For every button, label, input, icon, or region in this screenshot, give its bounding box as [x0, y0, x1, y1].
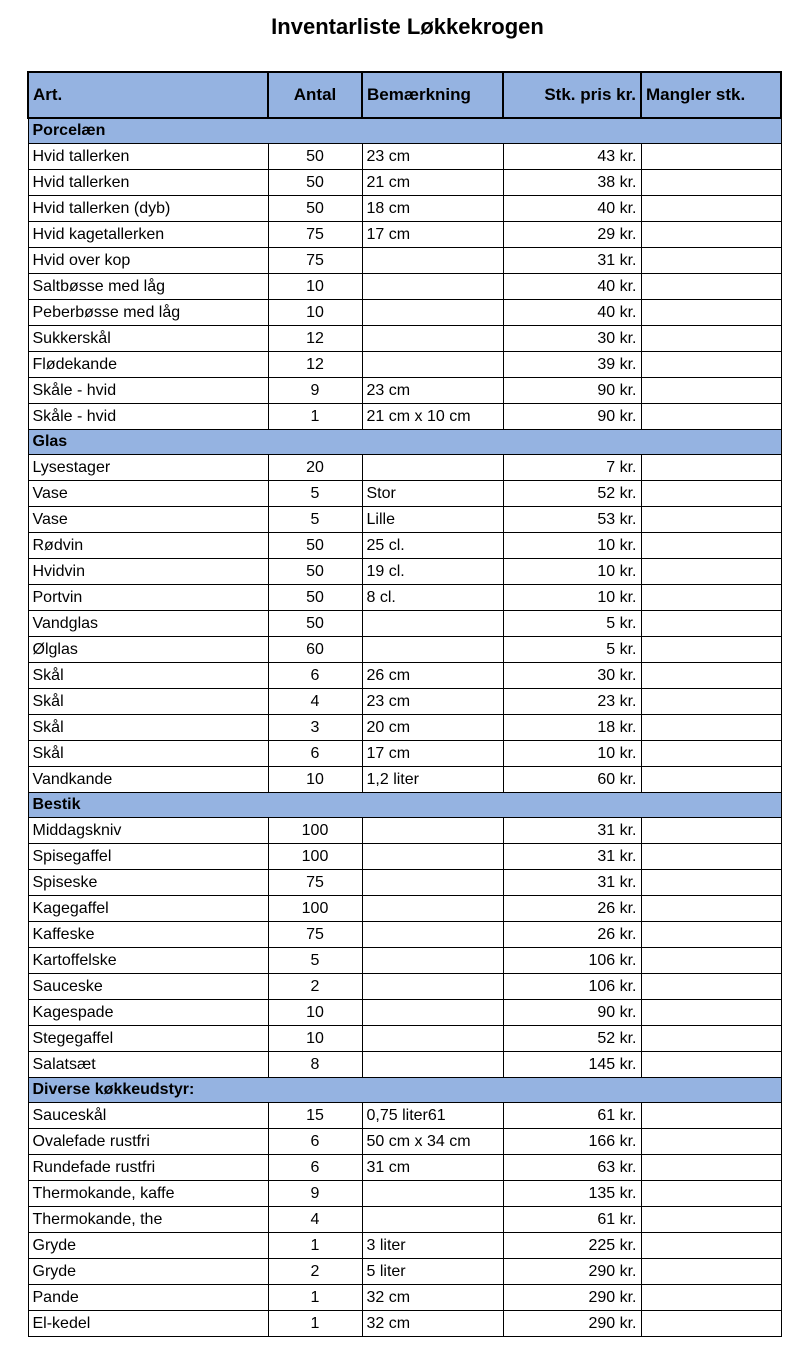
- cell-mangler: [641, 663, 781, 689]
- cell-art: Hvid kagetallerken: [28, 222, 268, 248]
- cell-antal: 75: [268, 922, 362, 948]
- cell-bemaerkning: [362, 1052, 503, 1078]
- cell-pris: 10 kr.: [503, 533, 641, 559]
- cell-antal: 15: [268, 1103, 362, 1129]
- cell-art: Skåle - hvid: [28, 378, 268, 404]
- cell-antal: 50: [268, 170, 362, 196]
- cell-mangler: [641, 222, 781, 248]
- cell-pris: 31 kr.: [503, 248, 641, 274]
- cell-pris: 61 kr.: [503, 1103, 641, 1129]
- cell-pris: 31 kr.: [503, 870, 641, 896]
- section-header-row: [28, 793, 781, 818]
- cell-bemaerkning: [362, 352, 503, 378]
- cell-pris: 106 kr.: [503, 974, 641, 1000]
- cell-bemaerkning: [362, 611, 503, 637]
- cell-bemaerkning: 8 cl.: [362, 585, 503, 611]
- cell-art: Sukkerskål: [28, 326, 268, 352]
- cell-pris: 290 kr.: [503, 1259, 641, 1285]
- table-row: [28, 585, 781, 611]
- cell-antal: 1: [268, 1233, 362, 1259]
- cell-art: Pande: [28, 1285, 268, 1311]
- table-row: [28, 870, 781, 896]
- cell-antal: 100: [268, 844, 362, 870]
- cell-mangler: [641, 144, 781, 170]
- cell-pris: 10 kr.: [503, 585, 641, 611]
- cell-pris: 166 kr.: [503, 1129, 641, 1155]
- cell-art: Middagskniv: [28, 818, 268, 844]
- cell-bemaerkning: 26 cm: [362, 663, 503, 689]
- cell-mangler: [641, 1026, 781, 1052]
- table-row: [28, 326, 781, 352]
- table-row: [28, 1259, 781, 1285]
- cell-bemaerkning: [362, 1181, 503, 1207]
- cell-art: Sauceskål: [28, 1103, 268, 1129]
- table-row: [28, 844, 781, 870]
- cell-bemaerkning: 19 cl.: [362, 559, 503, 585]
- cell-pris: 106 kr.: [503, 948, 641, 974]
- cell-antal: 6: [268, 741, 362, 767]
- table-row: [28, 248, 781, 274]
- cell-antal: 10: [268, 1000, 362, 1026]
- cell-art: Vandkande: [28, 767, 268, 793]
- cell-mangler: [641, 1103, 781, 1129]
- table-row: [28, 663, 781, 689]
- cell-mangler: [641, 1259, 781, 1285]
- column-header-bemaerkning: Bemærkning: [362, 72, 503, 118]
- cell-pris: 39 kr.: [503, 352, 641, 378]
- cell-bemaerkning: [362, 818, 503, 844]
- cell-mangler: [641, 326, 781, 352]
- cell-antal: 6: [268, 1155, 362, 1181]
- cell-pris: 40 kr.: [503, 196, 641, 222]
- section-header-row: [28, 1078, 781, 1103]
- cell-mangler: [641, 1233, 781, 1259]
- cell-art: Spiseske: [28, 870, 268, 896]
- section-header-row: [28, 118, 781, 144]
- cell-art: Vandglas: [28, 611, 268, 637]
- cell-bemaerkning: [362, 896, 503, 922]
- cell-bemaerkning: 3 liter: [362, 1233, 503, 1259]
- cell-bemaerkning: [362, 326, 503, 352]
- cell-art: Ølglas: [28, 637, 268, 663]
- table-row: [28, 144, 781, 170]
- cell-art: Gryde: [28, 1259, 268, 1285]
- table-row: [28, 818, 781, 844]
- table-row: [28, 352, 781, 378]
- cell-bemaerkning: 0,75 liter61: [362, 1103, 503, 1129]
- inventory-body: [28, 118, 781, 1337]
- cell-antal: 50: [268, 196, 362, 222]
- table-row: [28, 559, 781, 585]
- cell-antal: 4: [268, 1207, 362, 1233]
- cell-bemaerkning: 17 cm: [362, 222, 503, 248]
- cell-mangler: [641, 170, 781, 196]
- table-row: [28, 974, 781, 1000]
- cell-art: Thermokande, the: [28, 1207, 268, 1233]
- cell-mangler: [641, 818, 781, 844]
- cell-mangler: [641, 274, 781, 300]
- cell-bemaerkning: 32 cm: [362, 1311, 503, 1337]
- cell-art: Lysestager: [28, 455, 268, 481]
- cell-antal: 75: [268, 248, 362, 274]
- cell-pris: 5 kr.: [503, 637, 641, 663]
- table-row: [28, 196, 781, 222]
- cell-bemaerkning: Stor: [362, 481, 503, 507]
- cell-art: Hvid tallerken: [28, 170, 268, 196]
- cell-antal: 1: [268, 1311, 362, 1337]
- cell-antal: 10: [268, 300, 362, 326]
- cell-mangler: [641, 896, 781, 922]
- cell-art: Gryde: [28, 1233, 268, 1259]
- cell-art: Portvin: [28, 585, 268, 611]
- cell-art: Spisegaffel: [28, 844, 268, 870]
- cell-bemaerkning: [362, 300, 503, 326]
- cell-bemaerkning: 21 cm x 10 cm: [362, 404, 503, 430]
- table-row: [28, 481, 781, 507]
- cell-art: Hvid tallerken: [28, 144, 268, 170]
- page-title: Inventarliste Løkkekrogen: [271, 14, 544, 39]
- cell-art: Skål: [28, 663, 268, 689]
- cell-antal: 50: [268, 585, 362, 611]
- cell-pris: 290 kr.: [503, 1311, 641, 1337]
- table-row: [28, 896, 781, 922]
- cell-bemaerkning: 20 cm: [362, 715, 503, 741]
- cell-bemaerkning: [362, 455, 503, 481]
- table-row: [28, 611, 781, 637]
- table-row: [28, 689, 781, 715]
- cell-antal: 10: [268, 1026, 362, 1052]
- cell-mangler: [641, 870, 781, 896]
- cell-pris: 225 kr.: [503, 1233, 641, 1259]
- cell-antal: 50: [268, 559, 362, 585]
- cell-mangler: [641, 715, 781, 741]
- cell-art: Saltbøsse med låg: [28, 274, 268, 300]
- cell-antal: 6: [268, 663, 362, 689]
- cell-art: Ovalefade rustfri: [28, 1129, 268, 1155]
- cell-pris: 53 kr.: [503, 507, 641, 533]
- cell-mangler: [641, 559, 781, 585]
- cell-antal: 8: [268, 1052, 362, 1078]
- cell-antal: 6: [268, 1129, 362, 1155]
- cell-pris: 18 kr.: [503, 715, 641, 741]
- cell-mangler: [641, 196, 781, 222]
- cell-art: Skål: [28, 741, 268, 767]
- cell-antal: 9: [268, 1181, 362, 1207]
- cell-mangler: [641, 481, 781, 507]
- cell-bemaerkning: [362, 248, 503, 274]
- cell-mangler: [641, 300, 781, 326]
- table-row: [28, 948, 781, 974]
- section-title: Bestik: [28, 793, 781, 818]
- cell-mangler: [641, 767, 781, 793]
- cell-pris: 10 kr.: [503, 559, 641, 585]
- cell-mangler: [641, 1207, 781, 1233]
- cell-pris: 40 kr.: [503, 274, 641, 300]
- cell-antal: 100: [268, 818, 362, 844]
- cell-art: Stegegaffel: [28, 1026, 268, 1052]
- table-row: [28, 222, 781, 248]
- cell-bemaerkning: 23 cm: [362, 378, 503, 404]
- table-row: [28, 300, 781, 326]
- table-row: [28, 507, 781, 533]
- cell-bemaerkning: Lille: [362, 507, 503, 533]
- table-row: [28, 1207, 781, 1233]
- cell-mangler: [641, 1000, 781, 1026]
- cell-mangler: [641, 1181, 781, 1207]
- cell-art: Sauceske: [28, 974, 268, 1000]
- cell-bemaerkning: [362, 637, 503, 663]
- cell-antal: 12: [268, 326, 362, 352]
- header-row: [28, 72, 781, 118]
- cell-pris: 290 kr.: [503, 1285, 641, 1311]
- cell-art: Rundefade rustfri: [28, 1155, 268, 1181]
- cell-antal: 50: [268, 611, 362, 637]
- column-header-pris: Stk. pris kr.: [503, 72, 641, 118]
- cell-antal: 60: [268, 637, 362, 663]
- cell-mangler: [641, 378, 781, 404]
- cell-pris: 145 kr.: [503, 1052, 641, 1078]
- cell-antal: 12: [268, 352, 362, 378]
- column-header-art: Art.: [28, 72, 268, 118]
- table-row: [28, 1285, 781, 1311]
- table-row: [28, 404, 781, 430]
- cell-bemaerkning: 5 liter: [362, 1259, 503, 1285]
- cell-bemaerkning: 32 cm: [362, 1285, 503, 1311]
- cell-art: Hvidvin: [28, 559, 268, 585]
- cell-bemaerkning: [362, 1000, 503, 1026]
- cell-antal: 5: [268, 507, 362, 533]
- cell-art: Peberbøsse med låg: [28, 300, 268, 326]
- cell-art: Kagegaffel: [28, 896, 268, 922]
- table-row: [28, 767, 781, 793]
- table-row: [28, 533, 781, 559]
- cell-pris: 30 kr.: [503, 326, 641, 352]
- cell-antal: 10: [268, 767, 362, 793]
- cell-antal: 75: [268, 222, 362, 248]
- cell-mangler: [641, 1311, 781, 1337]
- cell-bemaerkning: [362, 1026, 503, 1052]
- cell-pris: 52 kr.: [503, 1026, 641, 1052]
- cell-art: Hvid tallerken (dyb): [28, 196, 268, 222]
- cell-bemaerkning: 50 cm x 34 cm: [362, 1129, 503, 1155]
- cell-mangler: [641, 248, 781, 274]
- cell-mangler: [641, 741, 781, 767]
- cell-art: El-kedel: [28, 1311, 268, 1337]
- cell-art: Vase: [28, 481, 268, 507]
- table-row: [28, 1155, 781, 1181]
- table-row: [28, 1233, 781, 1259]
- table-row: [28, 637, 781, 663]
- cell-mangler: [641, 637, 781, 663]
- cell-bemaerkning: 25 cl.: [362, 533, 503, 559]
- cell-mangler: [641, 1052, 781, 1078]
- cell-bemaerkning: [362, 948, 503, 974]
- cell-pris: 90 kr.: [503, 378, 641, 404]
- column-header-antal: Antal: [268, 72, 362, 118]
- cell-bemaerkning: 23 cm: [362, 144, 503, 170]
- cell-art: Rødvin: [28, 533, 268, 559]
- cell-bemaerkning: 1,2 liter: [362, 767, 503, 793]
- cell-art: Vase: [28, 507, 268, 533]
- table-row: [28, 715, 781, 741]
- cell-mangler: [641, 948, 781, 974]
- cell-antal: 4: [268, 689, 362, 715]
- cell-pris: 10 kr.: [503, 741, 641, 767]
- cell-pris: 29 kr.: [503, 222, 641, 248]
- section-header-row: [28, 430, 781, 455]
- cell-pris: 26 kr.: [503, 896, 641, 922]
- cell-pris: 31 kr.: [503, 844, 641, 870]
- cell-mangler: [641, 507, 781, 533]
- cell-antal: 1: [268, 1285, 362, 1311]
- cell-bemaerkning: [362, 974, 503, 1000]
- cell-pris: 38 kr.: [503, 170, 641, 196]
- table-row: [28, 455, 781, 481]
- cell-mangler: [641, 1129, 781, 1155]
- cell-antal: 2: [268, 1259, 362, 1285]
- cell-pris: 135 kr.: [503, 1181, 641, 1207]
- cell-mangler: [641, 844, 781, 870]
- cell-mangler: [641, 974, 781, 1000]
- column-header-mangler: Mangler stk.: [641, 72, 781, 118]
- cell-pris: 31 kr.: [503, 818, 641, 844]
- table-row: [28, 1129, 781, 1155]
- table-row: [28, 170, 781, 196]
- cell-pris: 40 kr.: [503, 300, 641, 326]
- cell-pris: 90 kr.: [503, 1000, 641, 1026]
- cell-antal: 50: [268, 533, 362, 559]
- table-row: [28, 1181, 781, 1207]
- cell-bemaerkning: 17 cm: [362, 741, 503, 767]
- section-title: Diverse køkkeudstyr:: [28, 1078, 781, 1103]
- cell-art: Salatsæt: [28, 1052, 268, 1078]
- cell-antal: 100: [268, 896, 362, 922]
- cell-art: Kagespade: [28, 1000, 268, 1026]
- cell-bemaerkning: 23 cm: [362, 689, 503, 715]
- cell-bemaerkning: [362, 922, 503, 948]
- cell-art: Skåle - hvid: [28, 404, 268, 430]
- cell-bemaerkning: [362, 1207, 503, 1233]
- cell-bemaerkning: 21 cm: [362, 170, 503, 196]
- cell-art: Kartoffelske: [28, 948, 268, 974]
- table-row: [28, 741, 781, 767]
- cell-bemaerkning: [362, 274, 503, 300]
- cell-mangler: [641, 455, 781, 481]
- table-row: [28, 1000, 781, 1026]
- cell-mangler: [641, 611, 781, 637]
- cell-antal: 50: [268, 144, 362, 170]
- table-row: [28, 1311, 781, 1337]
- cell-antal: 5: [268, 481, 362, 507]
- cell-mangler: [641, 404, 781, 430]
- cell-mangler: [641, 689, 781, 715]
- cell-pris: 23 kr.: [503, 689, 641, 715]
- cell-mangler: [641, 1155, 781, 1181]
- table-row: [28, 378, 781, 404]
- table-row: [28, 274, 781, 300]
- cell-bemaerkning: 18 cm: [362, 196, 503, 222]
- cell-antal: 10: [268, 274, 362, 300]
- cell-pris: 61 kr.: [503, 1207, 641, 1233]
- cell-mangler: [641, 352, 781, 378]
- cell-pris: 26 kr.: [503, 922, 641, 948]
- cell-art: Thermokande, kaffe: [28, 1181, 268, 1207]
- table-row: [28, 1103, 781, 1129]
- cell-pris: 60 kr.: [503, 767, 641, 793]
- cell-art: Hvid over kop: [28, 248, 268, 274]
- cell-pris: 90 kr.: [503, 404, 641, 430]
- table-row: [28, 1026, 781, 1052]
- cell-bemaerkning: 31 cm: [362, 1155, 503, 1181]
- cell-mangler: [641, 922, 781, 948]
- cell-art: Skål: [28, 689, 268, 715]
- cell-antal: 5: [268, 948, 362, 974]
- table-row: [28, 1052, 781, 1078]
- cell-art: Kaffeske: [28, 922, 268, 948]
- cell-pris: 30 kr.: [503, 663, 641, 689]
- cell-antal: 2: [268, 974, 362, 1000]
- cell-antal: 9: [268, 378, 362, 404]
- section-title: Porcelæn: [28, 118, 781, 144]
- cell-pris: 52 kr.: [503, 481, 641, 507]
- section-title: Glas: [28, 430, 781, 455]
- cell-mangler: [641, 1285, 781, 1311]
- inventory-table: [27, 71, 782, 1337]
- cell-antal: 75: [268, 870, 362, 896]
- cell-antal: 3: [268, 715, 362, 741]
- cell-pris: 43 kr.: [503, 144, 641, 170]
- cell-antal: 20: [268, 455, 362, 481]
- cell-antal: 1: [268, 404, 362, 430]
- cell-mangler: [641, 585, 781, 611]
- cell-bemaerkning: [362, 870, 503, 896]
- cell-pris: 63 kr.: [503, 1155, 641, 1181]
- cell-mangler: [641, 533, 781, 559]
- cell-art: Flødekande: [28, 352, 268, 378]
- table-row: [28, 922, 781, 948]
- cell-bemaerkning: [362, 844, 503, 870]
- cell-pris: 7 kr.: [503, 455, 641, 481]
- cell-art: Skål: [28, 715, 268, 741]
- cell-pris: 5 kr.: [503, 611, 641, 637]
